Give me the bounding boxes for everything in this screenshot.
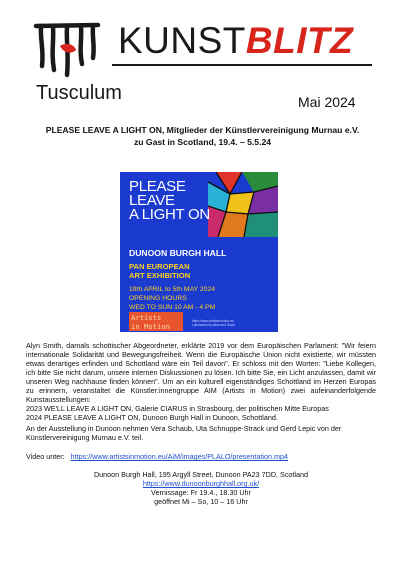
artists-in-motion-logo [129,312,183,331]
poster-small-url: https://www.artistsinmotion.eu [192,319,235,323]
aim-logo-line-2: in Motion [131,322,170,331]
brand-name: Tusculum [36,82,122,104]
video-link[interactable]: https://www.artistsinmotion.eu/AiM/images/PLALO/presentation.mp4 [70,452,288,461]
brand-part-blitz: BLITZ [245,20,354,61]
poster-dates [129,285,215,312]
poster-fine-print [192,319,235,327]
poster-date-range: 19th APRIL to 5th MAY 2024 [129,286,216,293]
article-exhibition-2023: 2023 WE'LL LEAVE A LIGHT ON, Galerie CIARUS in Strasbourg, der politischen Mitte Europas [26,403,329,413]
article-paragraph-1: Alyn Smith, damals schottischer Abgeordneter, erklärte 2019 vor dem Europäischen Parlament: "Wir feiern internationale Solidarität und Bewegungsfreiheit. Wenn die Europäische Union nicht existierte, wir müssten etwas derartiges erfinden und Schottland wäre ein Teil davon". Er schloss mit den Worten: "Liebe Kollegen, ich bitte Sie nicht darum, unsere internen Diskussionen zu lösen. Ich bitte Sie, ein Licht anzulassen, damit wir unseren Weg nachhause finden können". Um an ein kulturell eigenständiges Schottland im Herzen Europas zu erinnern, veranstaltet die Künstler:innengruppe AIM (Artists in Motion) zwei aufeinanderfolgende Kunstausstellungen: [26,341,376,404]
poster-event [129,262,190,280]
exhibition-poster [120,172,278,332]
poster-headline-line-3: A LIGHT ON [129,206,210,223]
article-paragraph-2: An der Ausstellung in Dunoon nehmen Vera Schaub, Uta Schnuppe-Strack und Gerd Lepic von der Künstlervereinigung Murnau e.V. teil. [26,424,342,442]
venue-info [26,470,376,506]
vernissage-info: Vernissage: Fr 19.4., 18.30 Uhr [151,488,251,497]
poster-hours-label: OPENING HOURS [129,295,187,302]
poster-headline [129,180,219,222]
brand-part-kunst: KUNST [118,20,246,61]
aim-logo-line-1: Artists [131,313,162,322]
article-title-line-2: zu Gast in Scotland, 19.4. – 5.5.24 [133,137,272,147]
header-divider [112,64,372,66]
poster-event-line-1: PAN EUROPEAN [129,262,190,271]
opening-hours-info: geöffnet Mi – So, 10 – 16 Uhr [154,497,248,506]
poster-small-credit: Luminance by Allan and Gavin [192,323,236,327]
poster-headline-line-1: PLEASE [129,178,186,195]
article-title [30,124,375,148]
venue-address: Dunoon Burgh Hall, 195 Argyll Street, Dunoon PA23 7DD, Scotland [93,470,309,479]
video-line [26,452,376,461]
issue-date: Mai 2024 [298,94,356,110]
video-label: Video unter: [26,452,65,461]
kunstblitz-wordmark [118,22,353,59]
article-body [26,342,376,423]
tusculum-logo-icon [32,20,102,80]
poster-venue: DUNOON BURGH HALL [129,248,227,258]
article-exhibition-2024: 2024 PLEASE LEAVE A LIGHT ON, Dunoon Burgh Hall in Dunoon, Schottland. [26,412,278,422]
poster-event-line-2: ART EXHIBITION [129,271,191,280]
article-title-line-1: PLEASE LEAVE A LIGHT ON, Mitglieder der Künstlervereinigung Murnau e.V. [45,125,360,135]
poster-hours: WED TO SUN 10 AM - 4 PM [129,304,216,311]
venue-website-link[interactable]: https://www.dunoonburghhall.org.uk/ [142,479,260,488]
poster-headline-line-2: LEAVE [129,192,175,209]
